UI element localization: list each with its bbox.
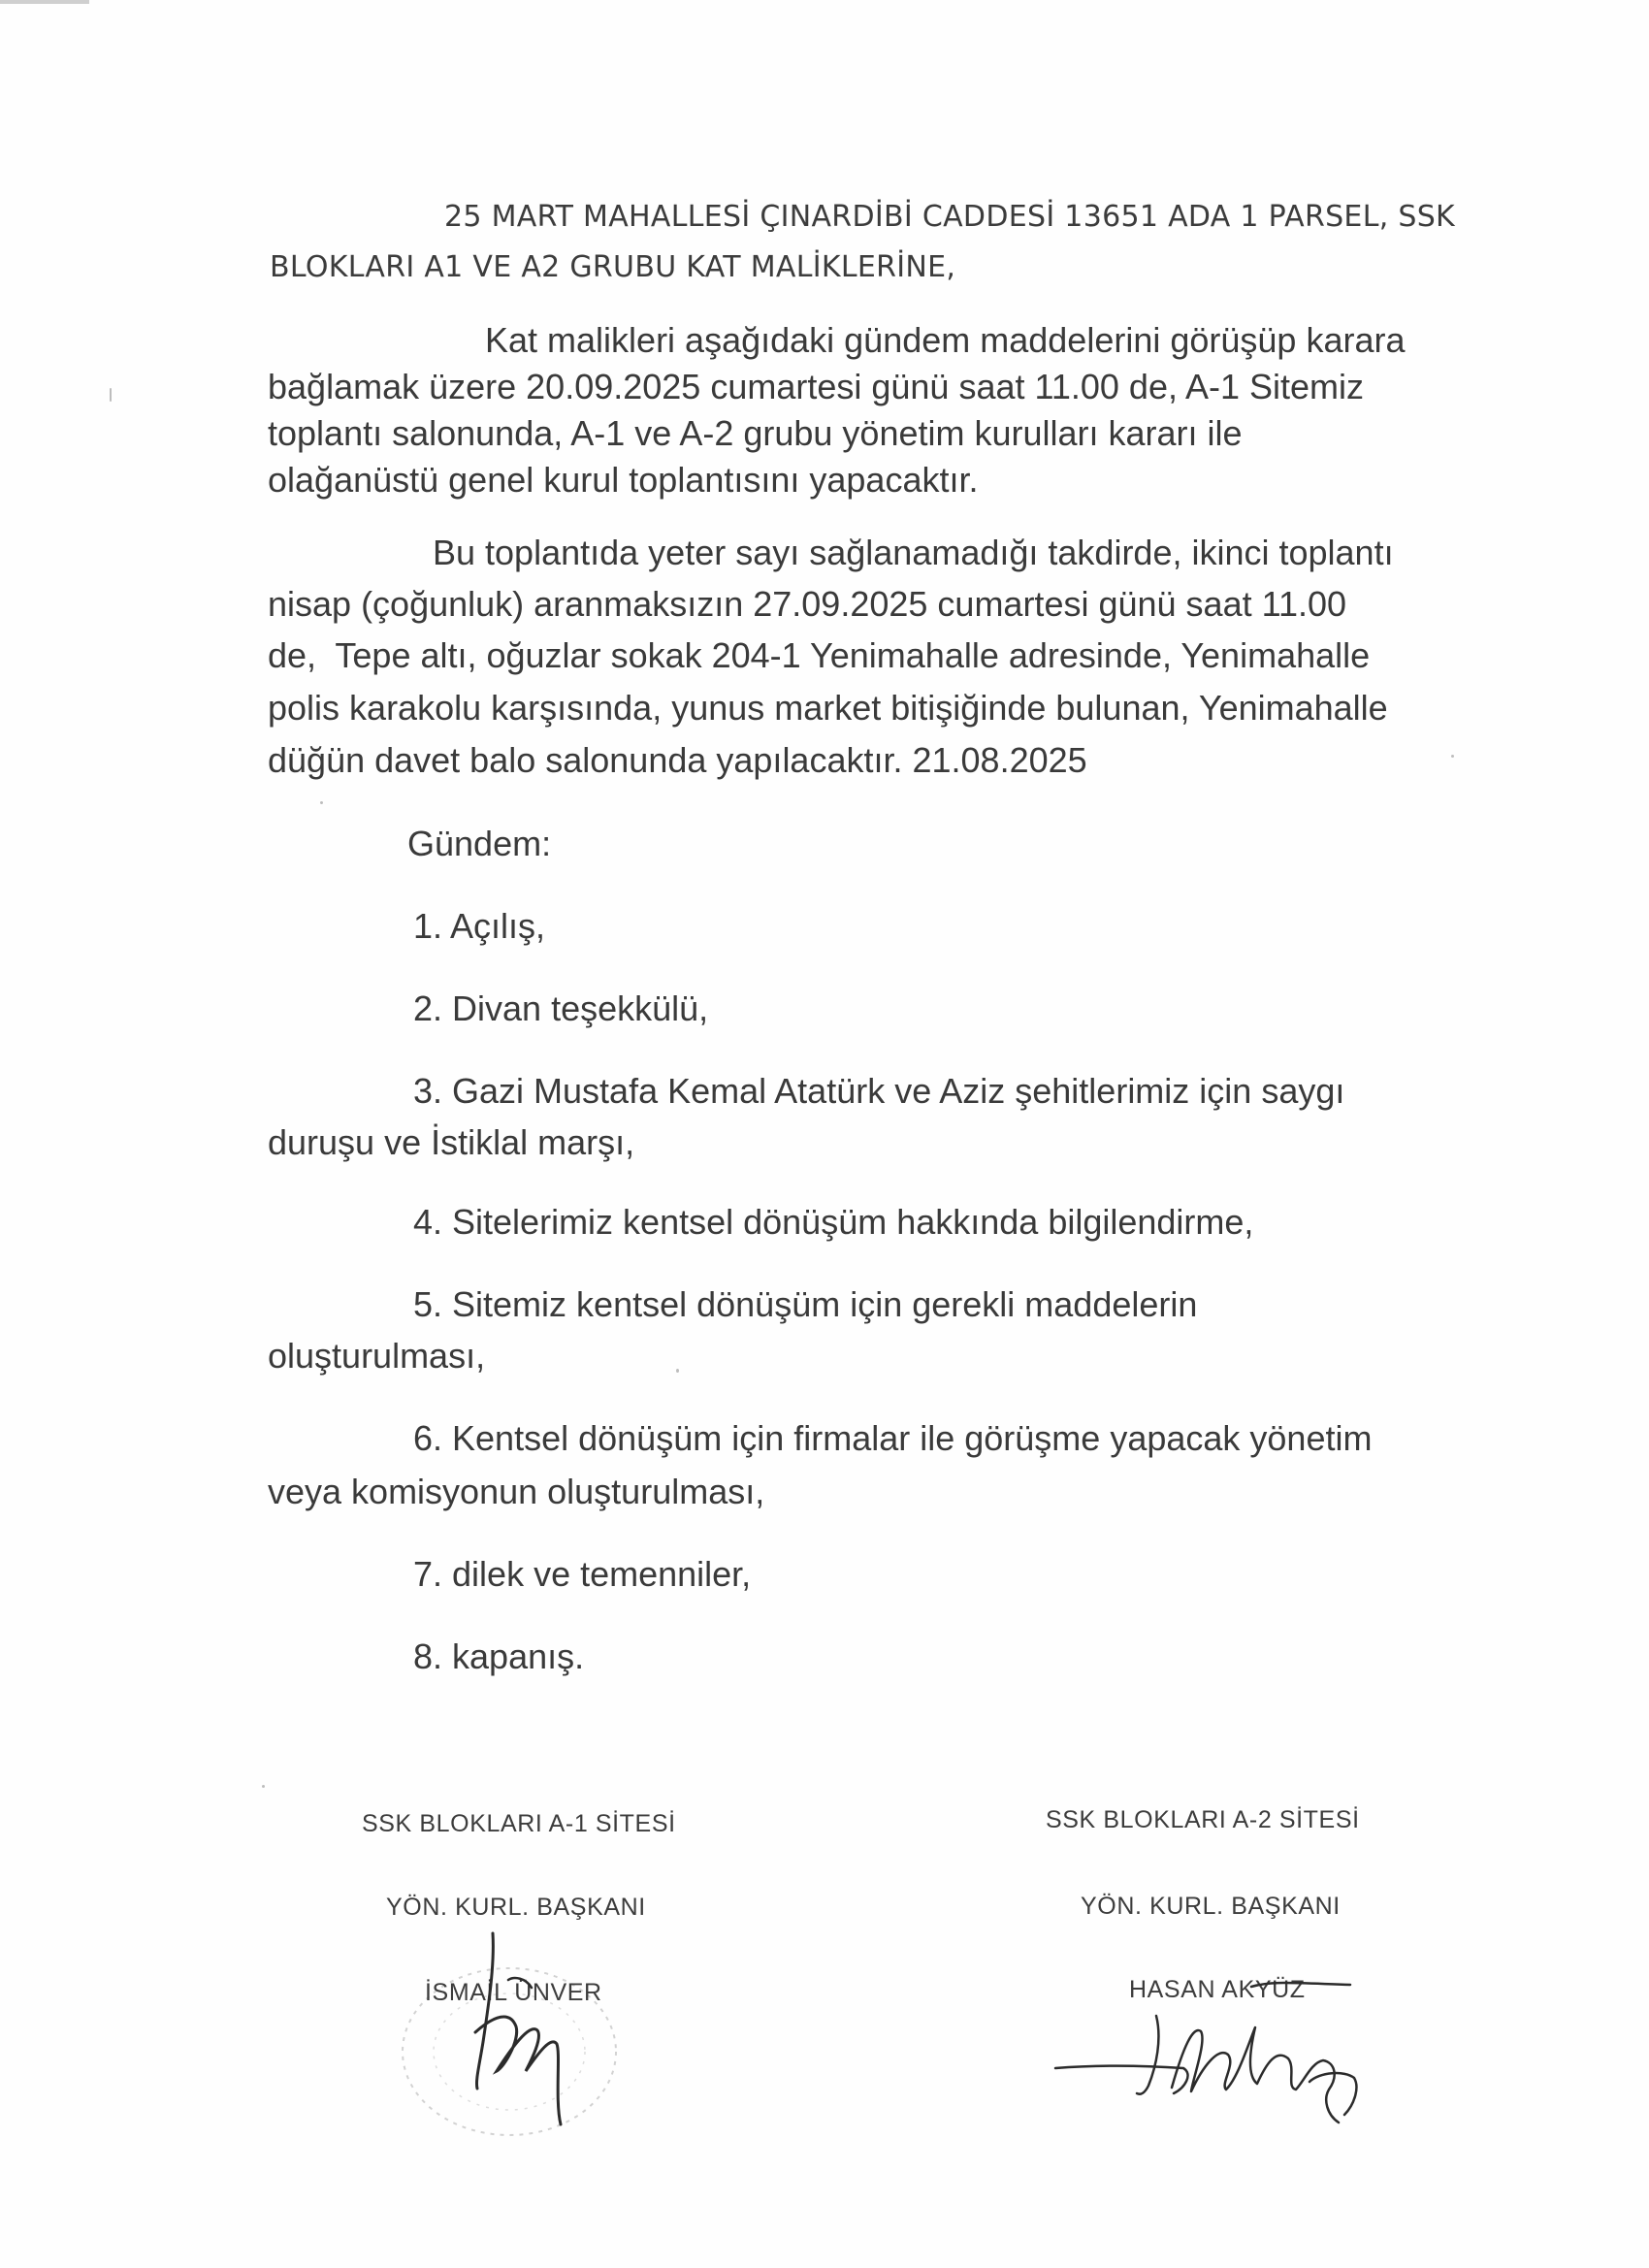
agenda-item-8: 8. kapanış. [413,1636,585,1676]
agenda-item-6-line-1: 6. Kentsel dönüşüm için firmalar ile görüşme yapacak yönetim [413,1418,1373,1458]
paragraph-1-line-1: Kat malikleri aşağıdaki gündem maddelerini görüşüp karara [485,320,1406,360]
agenda-item-1: 1. Açılış, [413,906,546,946]
agenda-item-6-line-2: veya komisyonun oluşturulması, [268,1472,765,1511]
scan-speck [110,388,112,402]
paragraph-2-line-1: Bu toplantıda yeter sayı sağlanamadığı takdirde, ikinci toplantı [433,533,1394,572]
agenda-item-3-line-1: 3. Gazi Mustafa Kemal Atatürk ve Aziz şehitlerimiz için saygı [413,1071,1345,1111]
scan-speck [1451,755,1454,758]
scan-speck [320,801,323,804]
signature-2 [1048,1969,1368,2134]
signatory-2-site: SSK BLOKLARI A-2 SİTESİ [1046,1806,1360,1833]
agenda-item-3-line-2: duruşu ve İstiklal marşı, [268,1122,635,1162]
agenda-title: Gündem: [407,824,552,863]
header-line-1: 25 MART MAHALLESİ ÇINARDİBİ CADDESİ 13651 ADA 1 PARSEL, SSK [444,200,1456,234]
signatory-1-role: YÖN. KURL. BAŞKANI [386,1894,646,1921]
signatory-2-name: HASAN AKYÜZ [1129,1976,1306,2003]
paragraph-2-line-4: polis karakolu karşısında, yunus market bitişiğinde bulunan, Yenimahalle [268,688,1388,728]
paragraph-1-line-2: bağlamak üzere 20.09.2025 cumartesi günü saat 11.00 de, A-1 Sitemiz [268,367,1365,406]
signatory-1-site: SSK BLOKLARI A-1 SİTESİ [362,1810,676,1837]
header-line-2: BLOKLARI A1 VE A2 GRUBU KAT MALİKLERİNE, [270,250,956,284]
paragraph-1-line-4: olağanüstü genel kurul toplantısını yapacaktır. [268,460,979,500]
paragraph-2-line-2: nisap (çoğunluk) aranmaksızın 27.09.2025 cumartesi günü saat 11.00 [268,584,1347,624]
scan-speck [262,1785,265,1788]
signature-1 [436,1926,601,2129]
paragraph-2-line-3: de, Tepe altı, oğuzlar sokak 204-1 Yenimahalle adresinde, Yenimahalle [268,635,1371,675]
scan-speck [676,1369,679,1373]
agenda-item-4: 4. Sitelerimiz kentsel dönüşüm hakkında bilgilendirme, [413,1202,1254,1242]
agenda-item-5-line-1: 5. Sitemiz kentsel dönüşüm için gerekli maddelerin [413,1284,1198,1324]
agenda-item-5-line-2: oluşturulması, [268,1336,486,1376]
scan-edge-mark [0,0,89,4]
agenda-item-7: 7. dilek ve temenniler, [413,1554,752,1594]
signatory-1-name: İSMAİL ÜNVER [425,1979,602,2006]
agenda-item-2: 2. Divan teşekkülü, [413,988,709,1028]
paragraph-1-line-3: toplantı salonunda, A-1 ve A-2 grubu yönetim kurulları kararı ile [268,413,1243,453]
paragraph-2-line-5: düğün davet balo salonunda yapılacaktır. 21.08.2025 [268,740,1087,780]
signatory-2-role: YÖN. KURL. BAŞKANI [1081,1893,1341,1920]
